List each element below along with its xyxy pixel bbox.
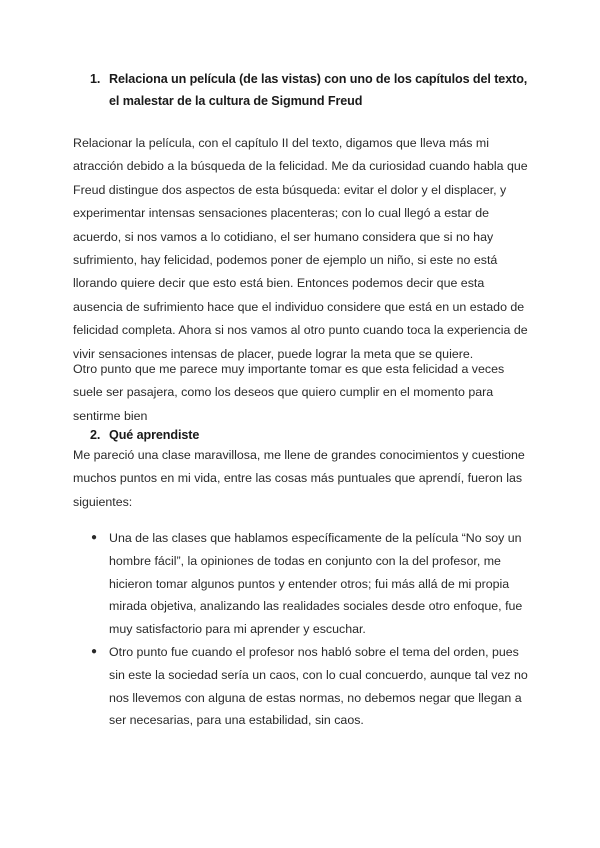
section-1-paragraph-1: Relacionar la película, con el capítulo II del texto, digamos que lleva más mi atracción debido a la búsqueda de la felicidad. Me da curiosidad cuando habla que Freud distingue dos aspectos de esta búsqueda: evitar el dolor y el displacer, y experimentar intensas sensaciones placenteras; con lo cual llegó a estar de acuerdo, si nos vamos a lo cotidiano, el ser humano considera que si no hay sufrimiento, hay felicidad, podemos poner de ejemplo un niño, si este no está llorando quiere decir que esto está bien. Entonces podemos decir que esta ausencia de sufrimiento hace que el individuo considere que está en un estado de felicidad completa. Ahora si nos vamos al otro punto cuando toca la experiencia de vivir sensaciones intensas de placer, puede lograr la meta que se quiere. <box>73 136 528 361</box>
section-2-heading-text: Qué aprendiste <box>109 428 200 442</box>
section-2-number: 2. <box>90 428 101 442</box>
section-2-intro: Me pareció una clase maravillosa, me llene de grandes conocimientos y cuestione muchos puntos en mi vida, entre las cosas más puntuales que aprendí, fueron las siguientes: <box>73 448 525 509</box>
list-item <box>73 641 533 732</box>
section-1-heading <box>90 68 550 112</box>
bullet-icon: ● <box>91 532 98 543</box>
list-item <box>73 527 533 641</box>
section-2-heading <box>90 424 490 446</box>
section-1-paragraph-2: Otro punto que me parece muy importante tomar es que esta felicidad a veces suele ser pasajera, como los deseos que quiero cumplir en el momento para sentirme bien <box>73 362 505 423</box>
bullet-text: Otro punto fue cuando el profesor nos habló sobre el tema del orden, pues sin este la sociedad sería un caos, con lo cual concuerdo, aunque tal vez no nos llevemos con alguna de estas normas, no debemos negar que llegan a ser necesarias, para una estabilidad, sin caos. <box>109 644 528 728</box>
section-2-bullet-list <box>73 527 533 732</box>
section-1-heading-line2: el malestar de la cultura de Sigmund Freud <box>109 94 363 108</box>
bullet-icon: ● <box>91 645 98 657</box>
section-1-number: 1. <box>90 72 101 86</box>
bullet-text: Una de las clases que hablamos específicamente de la película “No soy un hombre fácil”, la opiniones de todas en conjunto con la del profesor, me hicieron tomar algunos puntos y entender otros; fui más allá de mi propia mirada objetiva, analizando las realidades sociales desde otro enfoque, fue muy satisfactorio para mi aprender y escuchar. <box>109 531 523 637</box>
section-1-heading-line1: Relaciona un película (de las vistas) con uno de los capítulos del texto, <box>109 72 528 86</box>
